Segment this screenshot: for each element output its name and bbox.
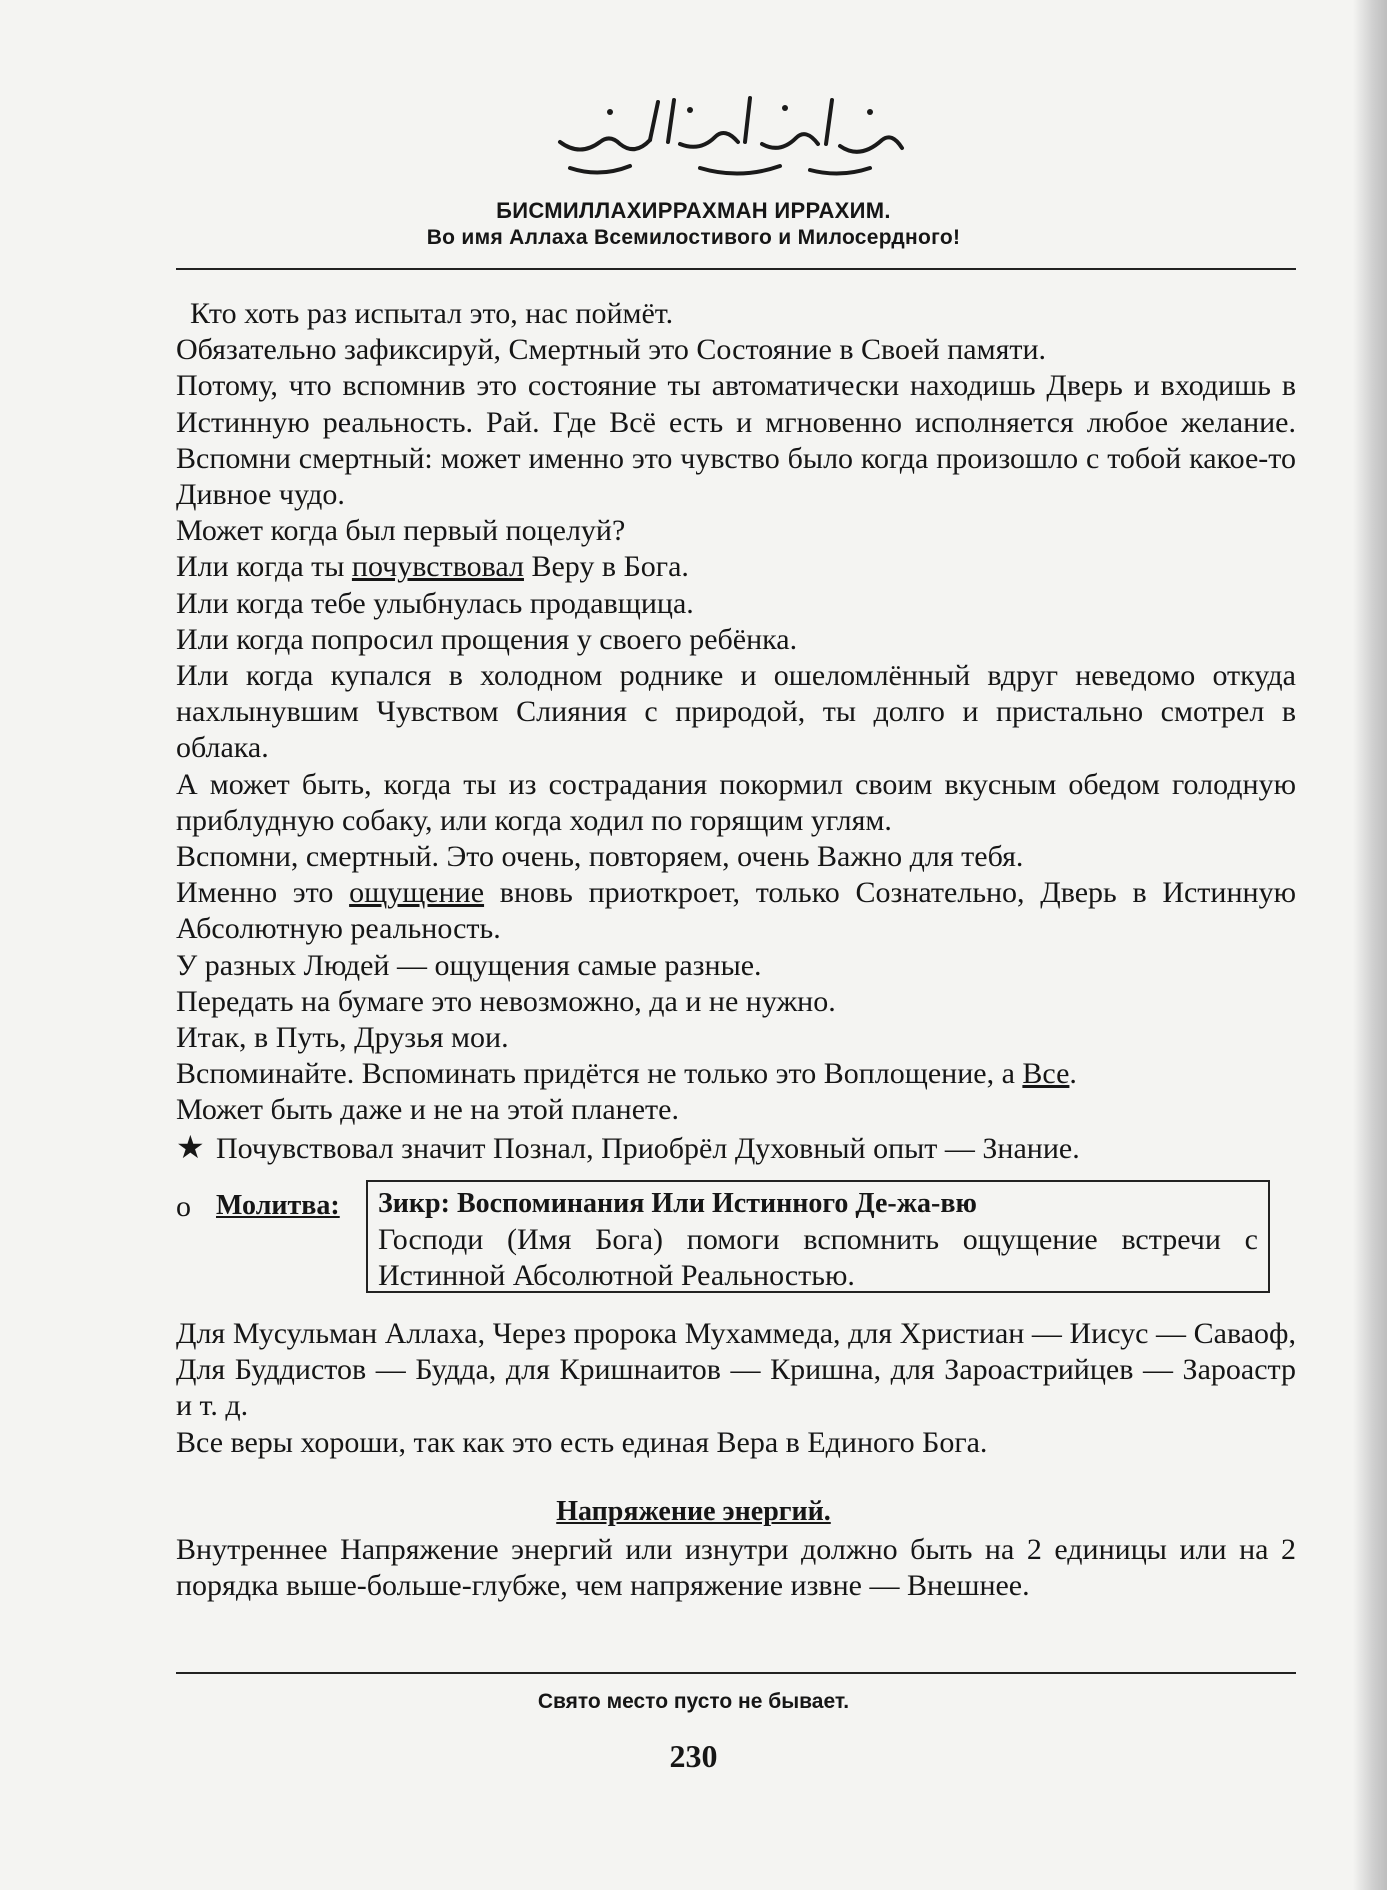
prayer-title: Зикр: Воспоминания Или Истинного Де-жа-вю xyxy=(378,1188,977,1219)
header-divider xyxy=(176,268,1296,270)
footer-divider xyxy=(176,1672,1296,1674)
paragraph: А может быть, когда ты из сострадания покормил своим вкусным обедом голодную приблудную собаку, или когда ходил по горящим углям. xyxy=(176,767,1296,837)
underlined-word: ощущение xyxy=(349,876,485,910)
bismillah-calligraphy-icon xyxy=(540,82,920,182)
paragraph: Или когда попросил прощения у своего ребёнка. xyxy=(176,622,798,656)
main-text xyxy=(176,296,1296,1167)
paragraph: Или когда купался в холодном роднике и ошеломлённый вдруг неведомо откуда нахлынувшим Чувством Слияния с природой, ты долго и пристально смотрел в облака. xyxy=(176,659,1296,765)
underlined-word: почувствовал xyxy=(351,550,524,584)
paragraph: Потому, что вспомнив это состояние ты автоматически находишь Дверь и входишь в Истинную реальность. Рай. Где Всё есть и мгновенно исполняется любое желание. Вспомни смертный: может именно это чувство было когда произошло с тобой какое-то Дивное чудо. xyxy=(176,369,1296,512)
paragraph: Может когда был первый поцелуй? xyxy=(176,514,626,548)
footer-note: Свято место пусто не бывает. xyxy=(537,1690,850,1713)
page-header-subtitle: Во имя Аллаха Всемилостивого и Милосердного! xyxy=(426,226,961,249)
paragraph: Или когда тебе улыбнулась продавщица. xyxy=(176,586,694,620)
paragraph: У разных Людей — ощущения самые разные. xyxy=(176,948,762,982)
paragraph: Обязательно зафиксируй, Смертный это Состояние в Своей памяти. xyxy=(176,333,1047,367)
star-icon: ★ xyxy=(176,1128,205,1165)
paragraph: Внутреннее Напряжение энергий или изнутри должно быть на 2 единицы или на 2 порядка выше-больше-глубже, чем напряжение извне — Внешнее. xyxy=(176,1533,1296,1603)
section-text xyxy=(176,1532,1296,1604)
star-note xyxy=(176,1129,1296,1167)
paragraph: Все веры хороши, так как это есть единая Вера в Единого Бога. xyxy=(176,1425,988,1459)
prayer-block xyxy=(176,1180,1296,1300)
prayer-box xyxy=(366,1180,1270,1293)
prayer-label: Молитва: xyxy=(216,1190,340,1221)
paragraph: Передать на бумаге это невозможно, да и не нужно. xyxy=(176,984,836,1018)
page-header-title: БИСМИЛЛАХИРРАХМАН ИРРАХИМ. xyxy=(496,198,891,223)
underlined-word: Все xyxy=(1022,1057,1070,1091)
paragraph: Итак, в Путь, Друзья мои. xyxy=(176,1021,509,1055)
paragraph: Может быть даже и не на этой планете. xyxy=(176,1093,679,1127)
paragraph xyxy=(176,875,1296,947)
page-number: 230 xyxy=(669,1738,718,1774)
paragraph xyxy=(176,549,1296,585)
section-title: Напряжение энергий. xyxy=(556,1496,831,1527)
paragraph xyxy=(176,1056,1296,1092)
text-run: Веру в Бога. xyxy=(523,550,689,584)
text-run: Вспоминайте. Вспоминать придётся не только это Воплощение, а xyxy=(176,1057,1023,1091)
text-run: Или когда ты xyxy=(176,550,352,584)
page-edge-shadow xyxy=(1353,0,1387,1890)
circle-bullet-icon: о xyxy=(176,1190,191,1223)
text-run: Именно это xyxy=(176,876,350,910)
text-run: . xyxy=(1069,1057,1077,1091)
paragraph: Вспомни, смертный. Это очень, повторяем, очень Важно для тебя. xyxy=(176,840,1024,874)
star-note-text: Почувствовал значит Познал, Приобрёл Духовный опыт — Знание. xyxy=(216,1131,1080,1165)
prayer-text: Господи (Имя Бога) помоги вспомнить ощущение встречи с Истинной Абсолютной Реальностью. xyxy=(378,1223,1258,1292)
religions-text xyxy=(176,1316,1296,1461)
paragraph: Для Мусульман Аллаха, Через пророка Мухаммеда, для Христиан — Иисус — Саваоф, Для Буддистов — Будда, для Кришнаитов — Кришна, для Зароастрийцев — Зароастр и т. д. xyxy=(176,1317,1296,1423)
text-run: вновь приоткроет, только Сознательно, Дверь в Истинную Абсолютную реальность. xyxy=(176,876,1296,946)
paragraph: Кто хоть раз испытал это, нас поймёт. xyxy=(190,297,674,330)
